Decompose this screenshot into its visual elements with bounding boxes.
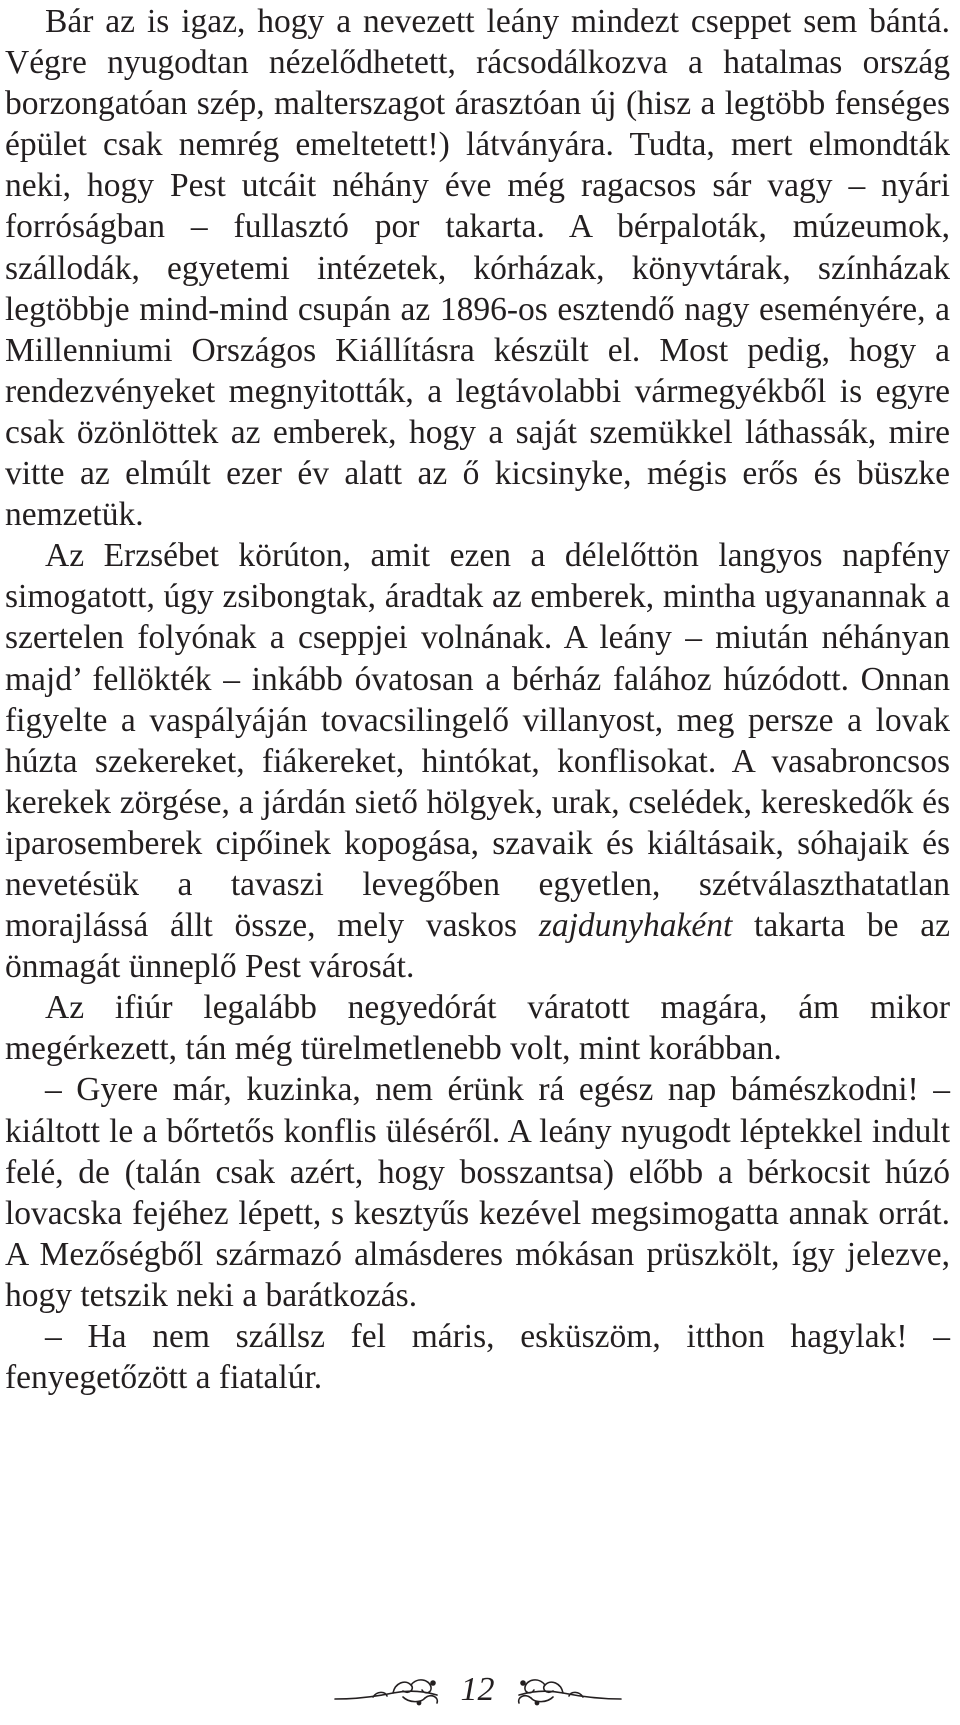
- floral-flourish-right-icon: [513, 1673, 623, 1707]
- paragraph-4: – Gyere már, kuzinka, nem érünk rá egész nap bámészkodni! – kiáltott le a bőrtetős konflis üléséről. A leány nyugodt léptekkel indult felé, de (talán csak azért, hogy bosszantsa) előbb a bérkocsit húzó lovacska fejéhez lépett, s kesztyűs kezével megsimogatta annak orrát. A Mezőségből származó almásderes mókásan prüszkölt, így jelezve, hogy tetszik neki a barátkozás.: [5, 1071, 950, 1314]
- paragraph-2-italic: zajdunyhaként: [538, 907, 733, 945]
- page-number: 12: [460, 1671, 495, 1708]
- paragraph-2-main: Az Erzsébet körúton, amit ezen a délelőttön langyos napfény simogatott, úgy zsibongtak, áradtak az emberek, mintha ugyanannak a szertelen folyónak a cseppjei volnának. A leány – miután néhányan majd’ fellökték – inkább óvatosan a bérház falához húzódott. Onnan figyelte a vaspályáján tovacsilingelő villanyost, meg persze a lovak húzta szekereket, fiákereket, hintókat, konflisokat. A vasabroncsos kerekek zörgése, a járdán siető hölgyek, urak, cselédek, kereskedők és iparosemberek cipőinek kopogása, szavaik és kiáltásaik, sóhajaik és nevetésük a tavaszi levegőben egyetlen, szétválaszthatatlan morajlássá állt össze, mely vaskos: [5, 537, 950, 945]
- paragraph-3: Az ifiúr legalább negyedórát váratott magára, ám mikor megérkezett, tán még türelmetlenebb volt, mint korábban.: [5, 989, 950, 1068]
- floral-flourish-left-icon: [333, 1673, 443, 1707]
- paragraph-2: [5, 535, 950, 987]
- paragraph-2-end: takarta be az önmagát ünneplő Pest városát.: [5, 907, 950, 986]
- paragraph-5: – Ha nem szállsz fel máris, esküszöm, itthon hagylak! – fenyegetőzött a fiatalúr.: [5, 1318, 950, 1397]
- body-text: [5, 1, 950, 1398]
- paragraph-1: Bár az is igaz, hogy a nevezett leány mindezt cseppet sem bántá. Végre nyugodtan nézelődhetett, rácsodálkozva a hatalmas ország borzongatóan szép, malterszagot árasztóan új (hisz a legtöbb fenséges épület csak nemrég emeltetett!) látványára. Tudta, mert elmondták neki, hogy Pest utcáit néhány éve még ragacsos sár vagy – nyári forróságban – fullasztó por takarta. A bérpaloták, múzeumok, szállodák, egyetemi intézetek, kórházak, könyvtárak, színházak legtöbbje mind-mind csupán az 1896-os esztendő nagy eseményére, a Millenniumi Országos Kiállításra készült el. Most pedig, hogy a rendezvényeket megnyitották, a legtávolabbi vármegyékből is egyre csak özönlöttek az emberek, hogy a saját szemükkel láthassák, mire vitte az elmúlt ezer év alatt az ő kicsinyke, mégis erős és büszke nemzetük.: [5, 3, 950, 534]
- page-footer: [5, 1665, 950, 1715]
- book-page: [5, 0, 950, 1725]
